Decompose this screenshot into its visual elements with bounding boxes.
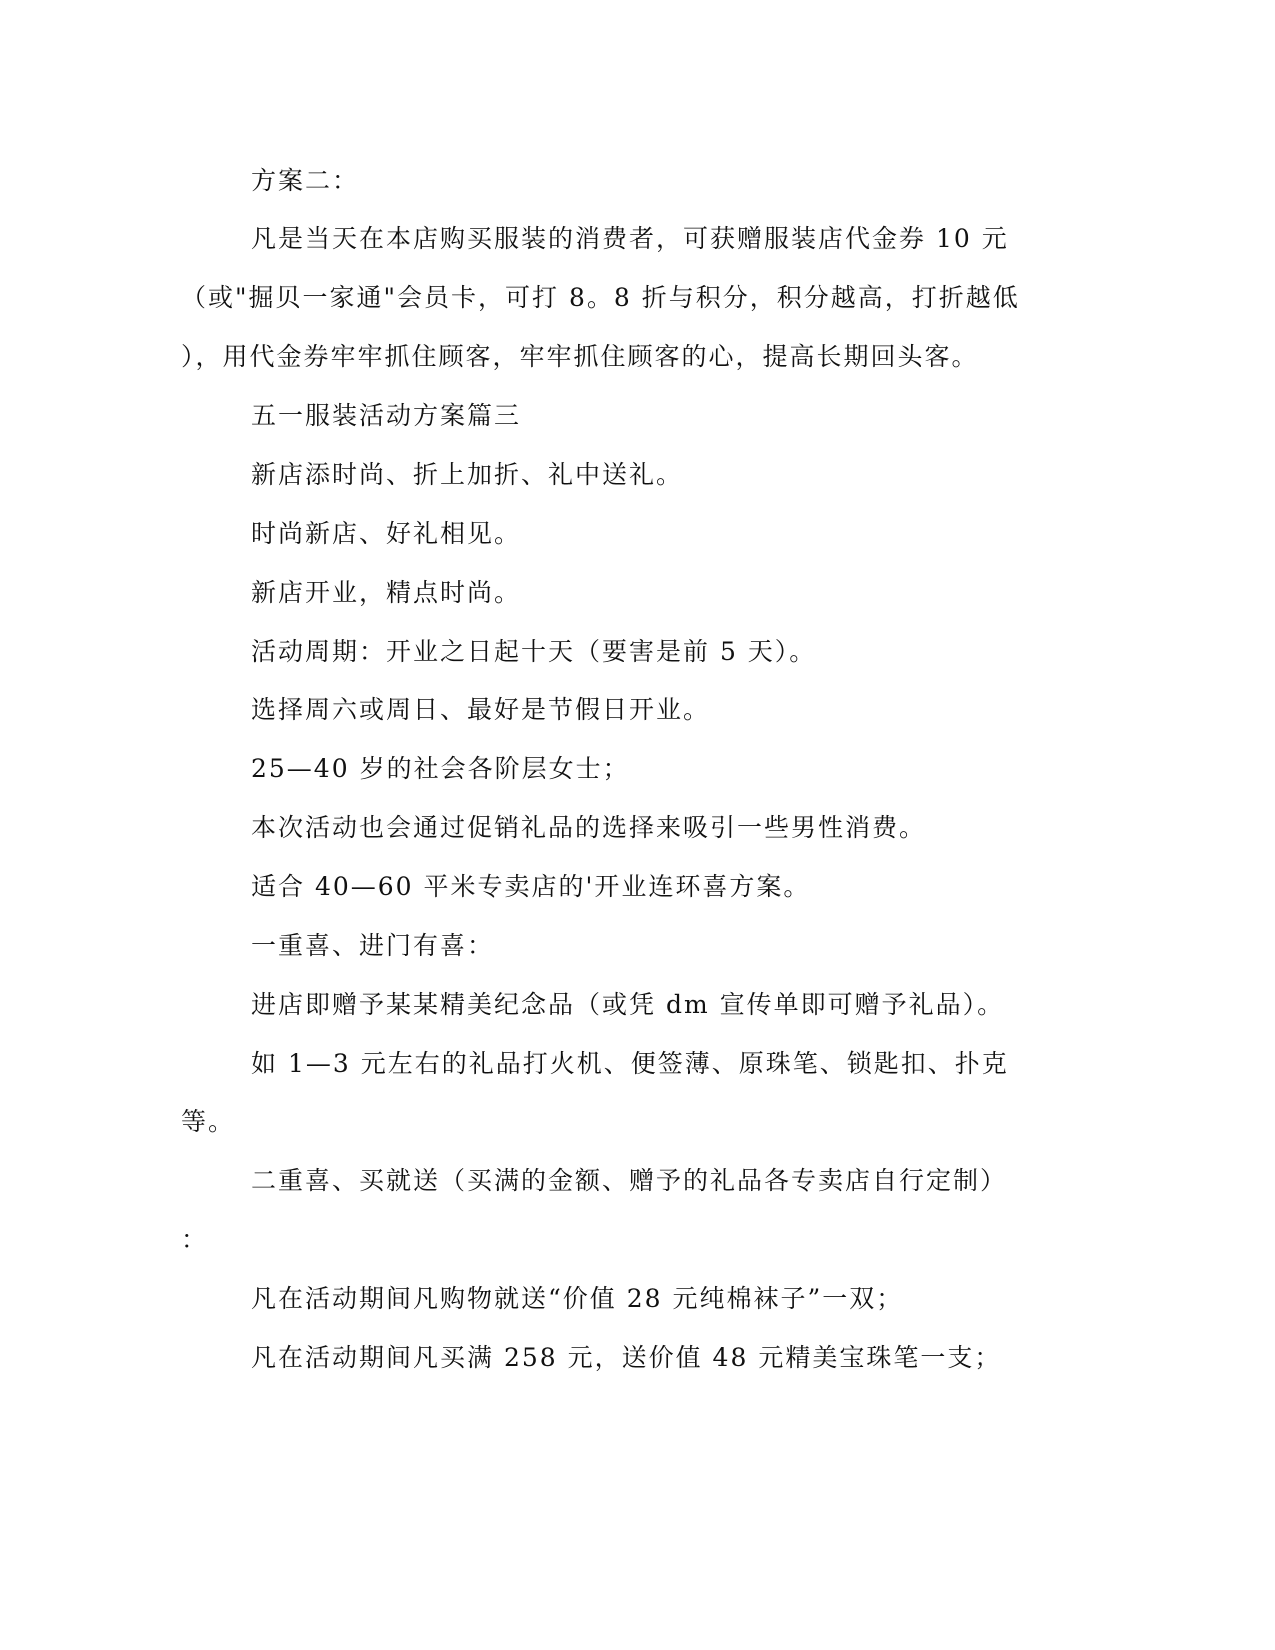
paragraph-line: 进店即赠予某某精美纪念品（或凭 dm 宣传单即可赠予礼品）。: [251, 990, 1005, 1019]
paragraph-line: 选择周六或周日、最好是节假日开业。: [251, 695, 711, 724]
sub-heading-first-joy: 一重喜、进门有喜：: [251, 931, 495, 960]
paragraph-line: 适合 40—60 平米专卖店的'开业连环喜方案。: [251, 872, 811, 901]
paragraph-line: （或"掘贝一家通"会员卡，可打 8。8 折与积分，积分越高，打折越低: [181, 283, 1020, 312]
paragraph-line: 本次活动也会通过促销礼品的选择来吸引一些男性消费。: [251, 813, 927, 842]
section-heading-part-three: 五一服装活动方案篇三: [251, 401, 522, 430]
paragraph-line: 时尚新店、好礼相见。: [251, 519, 522, 548]
paragraph-line: 活动周期：开业之日起十天（要害是前 5 天）。: [251, 637, 817, 666]
paragraph-line: 凡在活动期间凡购物就送“价值 28 元纯棉袜子”一双；: [251, 1284, 904, 1313]
paragraph-line: 凡在活动期间凡买满 258 元，送价值 48 元精美宝珠笔一支；: [251, 1343, 1002, 1372]
section-heading-plan-two: 方案二：: [251, 166, 360, 195]
paragraph-line: 凡是当天在本店购买服装的消费者，可获赠服装店代金券 10 元: [251, 224, 1009, 253]
paragraph-line: 新店添时尚、折上加折、礼中送礼。: [251, 460, 684, 489]
paragraph-line: 新店开业，精点时尚。: [251, 578, 522, 607]
paragraph-line: 等。: [181, 1107, 236, 1136]
paragraph-line: 25—40 岁的社会各阶层女士；: [251, 754, 630, 783]
paragraph-line: 如 1—3 元左右的礼品打火机、便签薄、原珠笔、锁匙扣、扑克: [251, 1049, 1009, 1078]
sub-heading-second-joy: 二重喜、买就送（买满的金额、赠予的礼品各专卖店自行定制）: [251, 1166, 1008, 1195]
paragraph-line: ：: [181, 1225, 209, 1254]
paragraph-line: ），用代金券牢牢抓住顾客，牢牢抓住顾客的心，提高长期回头客。: [181, 342, 979, 371]
